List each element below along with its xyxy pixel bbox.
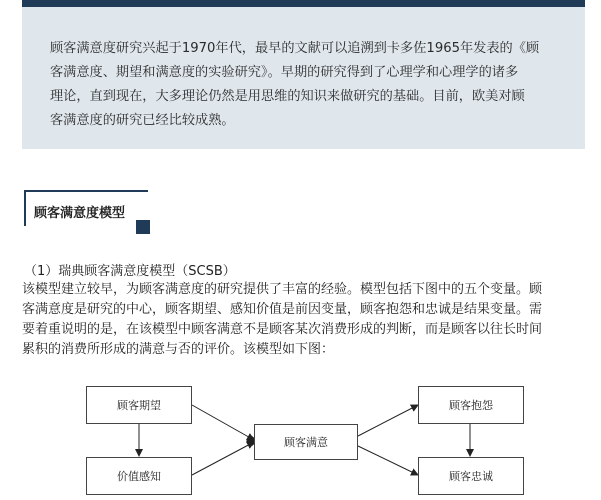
paragraph-line: 客满意度是研究的中心，顾客期望、感知价值是前因变量，顾客抱怨和忠诚是结果变量。需 [22, 302, 543, 317]
paragraph-line: 累积的消费所形成的满意与否的评价。该模型如下图： [22, 342, 335, 357]
paragraph-line: 要着重说明的是，在该模型中顾客满意不是顾客某次消费形成的判断，而是顾客以往长时间 [22, 322, 543, 337]
arrow-satisfaction-complaint [358, 405, 418, 436]
node-customer-expectation: 顾客期望 [86, 386, 192, 424]
intro-line: 客满意度的研究已经比较成熟。 [50, 113, 235, 128]
arrow-expectation-satisfaction [192, 405, 254, 440]
model-subheading: （1）瑞典顾客满意度模型（SCSB） [24, 264, 236, 279]
node-perceived-value: 价值感知 [86, 457, 192, 495]
arrow-satisfaction-loyalty [358, 446, 418, 475]
node-customer-satisfaction: 顾客满意 [254, 424, 358, 460]
paragraph-line: 该模型建立较早，为顾客满意度的研究提供了丰富的经验。模型包括下图中的五个变量。顾 [22, 282, 543, 297]
node-customer-loyalty: 顾客忠诚 [418, 457, 524, 495]
intro-line: 顾客满意度研究兴起于1970年代，最早的文献可以追溯到卡多佐1965年发表的《顾 [50, 41, 540, 56]
intro-line: 理论，直到现在，大多理论仍然是用思维的知识来做研究的基础。目前，欧美对顾 [50, 89, 525, 104]
arrow-value-satisfaction [192, 442, 254, 475]
node-customer-complaint: 顾客抱怨 [418, 386, 524, 424]
section-title-text: 顾客满意度模型 [34, 206, 126, 221]
intro-line: 客满意度、期望和满意度的实验研究》。早期的研究得到了心理学和心理学的诸多 [50, 65, 519, 80]
